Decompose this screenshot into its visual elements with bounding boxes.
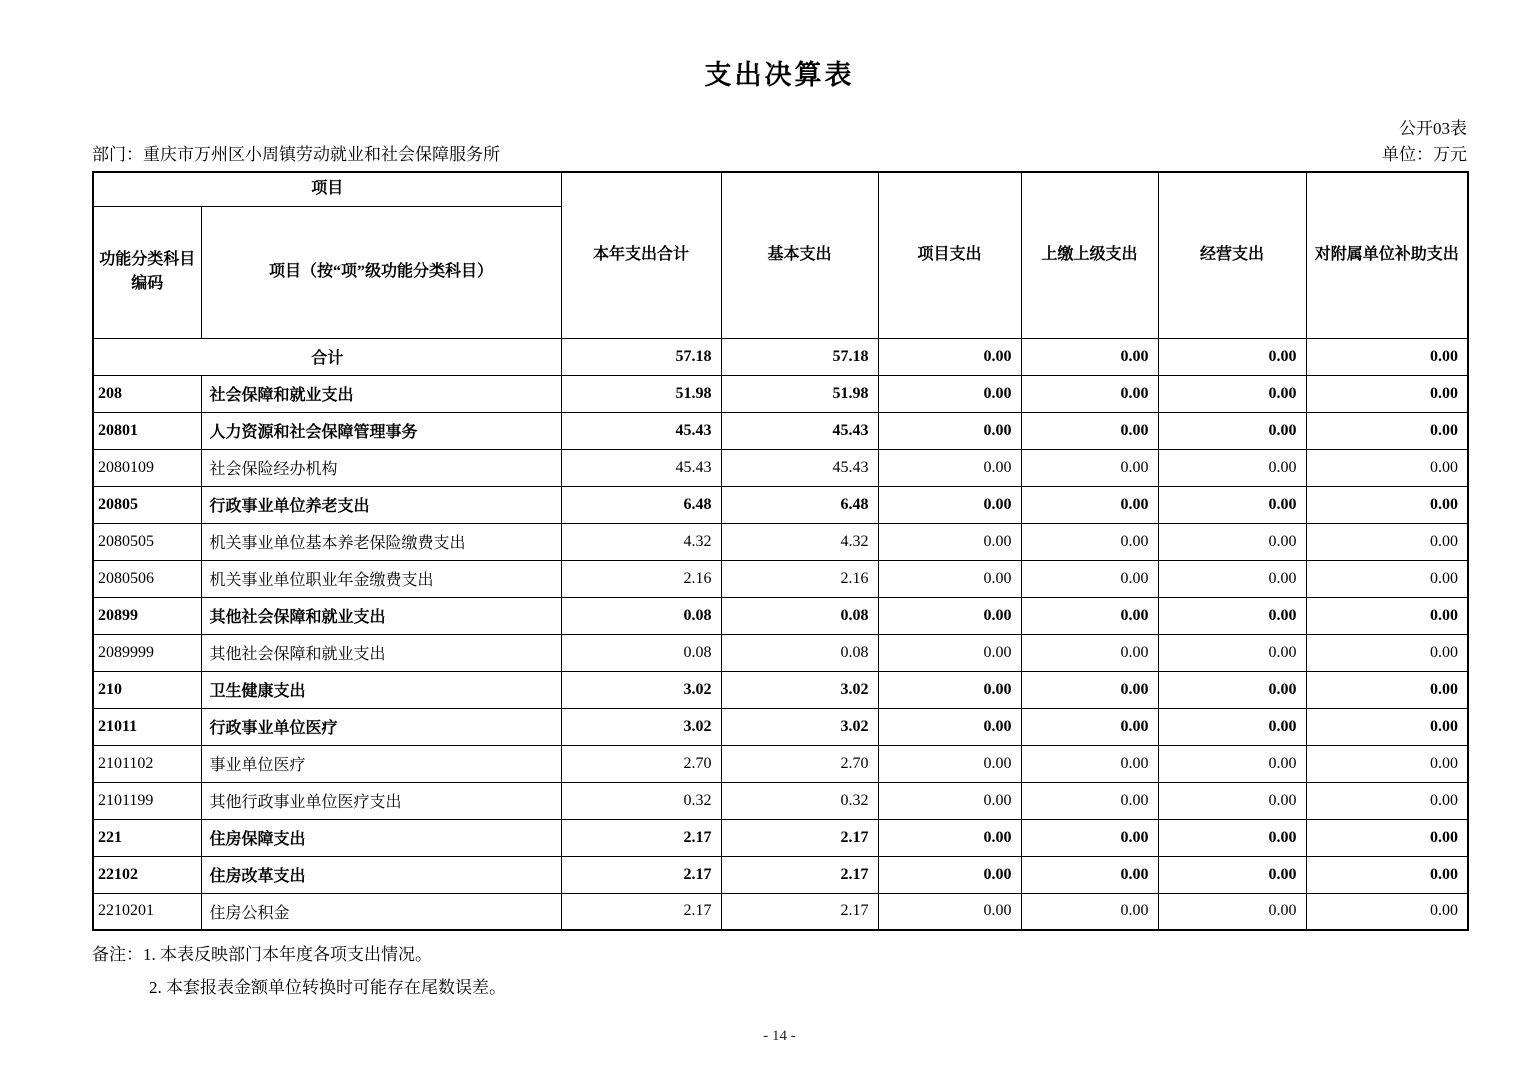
row-value-cell: 0.00 xyxy=(1158,412,1306,449)
note-line-1: 备注：1. 本表反映部门本年度各项支出情况。 xyxy=(92,945,432,964)
header-project-group: 项目 xyxy=(93,172,561,206)
row-value-cell: 0.00 xyxy=(878,560,1021,597)
row-value-cell: 0.00 xyxy=(1158,745,1306,782)
row-value-cell: 0.00 xyxy=(878,412,1021,449)
row-item-name: 住房改革支出 xyxy=(201,856,561,893)
row-value-cell: 0.00 xyxy=(878,671,1021,708)
row-value-cell: 0.32 xyxy=(561,782,721,819)
row-value-cell: 0.08 xyxy=(561,634,721,671)
row-value-cell: 0.00 xyxy=(1021,375,1158,412)
row-value-cell: 4.32 xyxy=(561,523,721,560)
row-value-cell: 0.00 xyxy=(1021,523,1158,560)
header-row-top xyxy=(93,172,1468,206)
row-value-cell: 0.00 xyxy=(1306,856,1468,893)
row-value-cell: 0.00 xyxy=(1158,893,1306,930)
row-value-cell: 2.16 xyxy=(721,560,878,597)
row-value-cell: 0.00 xyxy=(1021,856,1158,893)
row-value-cell: 0.00 xyxy=(1158,856,1306,893)
row-item-name: 人力资源和社会保障管理事务 xyxy=(201,412,561,449)
row-item-name: 其他社会保障和就业支出 xyxy=(201,597,561,634)
row-item-name: 行政事业单位养老支出 xyxy=(201,486,561,523)
header-col-value-5: 对附属单位补助支出 xyxy=(1306,172,1468,338)
row-value-cell: 0.00 xyxy=(1306,708,1468,745)
expenditure-table xyxy=(92,171,1469,931)
row-value-cell: 57.18 xyxy=(561,338,721,375)
row-function-code: 2080506 xyxy=(93,560,201,597)
header-col-value-0: 本年支出合计 xyxy=(561,172,721,338)
row-value-cell: 0.00 xyxy=(1158,708,1306,745)
row-value-cell: 0.00 xyxy=(878,375,1021,412)
department-label: 部门：重庆市万州区小周镇劳动就业和社会保障服务所 xyxy=(92,145,500,164)
row-function-code: 20801 xyxy=(93,412,201,449)
row-item-name: 其他行政事业单位医疗支出 xyxy=(201,782,561,819)
row-value-cell: 0.00 xyxy=(878,745,1021,782)
row-item-name: 卫生健康支出 xyxy=(201,671,561,708)
page-number: - 14 - xyxy=(763,1028,796,1044)
row-item-name: 社会保障和就业支出 xyxy=(201,375,561,412)
row-value-cell: 0.00 xyxy=(1306,671,1468,708)
row-value-cell: 0.00 xyxy=(1021,893,1158,930)
row-function-code: 20899 xyxy=(93,597,201,634)
row-value-cell: 0.00 xyxy=(1021,597,1158,634)
row-value-cell: 51.98 xyxy=(561,375,721,412)
table-row xyxy=(93,449,1468,486)
row-total-label: 合计 xyxy=(93,338,561,375)
row-value-cell: 0.00 xyxy=(1158,560,1306,597)
page-title: 支出决算表 xyxy=(704,60,855,90)
table-row xyxy=(93,634,1468,671)
row-value-cell: 0.00 xyxy=(1306,745,1468,782)
row-item-name: 社会保险经办机构 xyxy=(201,449,561,486)
row-value-cell: 45.43 xyxy=(721,449,878,486)
table-row xyxy=(93,412,1468,449)
row-value-cell: 0.00 xyxy=(1306,560,1468,597)
row-item-name: 住房保障支出 xyxy=(201,819,561,856)
row-value-cell: 2.17 xyxy=(721,819,878,856)
row-function-code: 2210201 xyxy=(93,893,201,930)
row-value-cell: 51.98 xyxy=(721,375,878,412)
row-value-cell: 0.00 xyxy=(1158,782,1306,819)
row-value-cell: 0.00 xyxy=(1021,819,1158,856)
row-value-cell: 0.00 xyxy=(1021,449,1158,486)
row-value-cell: 0.08 xyxy=(561,597,721,634)
row-value-cell: 0.00 xyxy=(1158,634,1306,671)
table-row xyxy=(93,893,1468,930)
row-value-cell: 2.17 xyxy=(721,893,878,930)
row-value-cell: 0.00 xyxy=(1306,375,1468,412)
row-function-code: 20805 xyxy=(93,486,201,523)
row-value-cell: 3.02 xyxy=(561,671,721,708)
row-value-cell: 0.00 xyxy=(1158,597,1306,634)
meta-row xyxy=(92,144,1467,166)
row-value-cell: 0.08 xyxy=(721,597,878,634)
row-value-cell: 2.17 xyxy=(561,819,721,856)
row-value-cell: 0.00 xyxy=(878,597,1021,634)
row-value-cell: 0.00 xyxy=(1021,338,1158,375)
row-value-cell: 45.43 xyxy=(561,449,721,486)
row-value-cell: 0.00 xyxy=(878,338,1021,375)
header-col-value-2: 项目支出 xyxy=(878,172,1021,338)
row-value-cell: 0.00 xyxy=(1021,560,1158,597)
row-item-name: 事业单位医疗 xyxy=(201,745,561,782)
table-header xyxy=(93,172,1468,338)
row-value-cell: 0.00 xyxy=(878,893,1021,930)
row-function-code: 2101102 xyxy=(93,745,201,782)
row-value-cell: 2.17 xyxy=(721,856,878,893)
row-value-cell: 45.43 xyxy=(721,412,878,449)
row-value-cell: 0.00 xyxy=(878,634,1021,671)
table-row xyxy=(93,560,1468,597)
row-value-cell: 0.00 xyxy=(1306,782,1468,819)
row-value-cell: 0.00 xyxy=(1306,597,1468,634)
row-value-cell: 0.00 xyxy=(878,523,1021,560)
row-value-cell: 0.00 xyxy=(1021,634,1158,671)
row-value-cell: 0.00 xyxy=(878,856,1021,893)
row-value-cell: 0.00 xyxy=(1158,338,1306,375)
row-function-code: 2080109 xyxy=(93,449,201,486)
row-item-name: 住房公积金 xyxy=(201,893,561,930)
row-value-cell: 2.17 xyxy=(561,856,721,893)
notes-block xyxy=(92,938,1467,1004)
row-value-cell: 6.48 xyxy=(561,486,721,523)
table-row xyxy=(93,708,1468,745)
table-row xyxy=(93,819,1468,856)
row-item-name: 其他社会保障和就业支出 xyxy=(201,634,561,671)
row-value-cell: 2.17 xyxy=(561,893,721,930)
row-value-cell: 3.02 xyxy=(561,708,721,745)
row-value-cell: 57.18 xyxy=(721,338,878,375)
row-item-name: 行政事业单位医疗 xyxy=(201,708,561,745)
row-value-cell: 6.48 xyxy=(721,486,878,523)
row-value-cell: 0.00 xyxy=(878,782,1021,819)
row-item-name: 机关事业单位职业年金缴费支出 xyxy=(201,560,561,597)
row-value-cell: 0.00 xyxy=(1306,486,1468,523)
unit-label: 单位：万元 xyxy=(1382,145,1467,164)
row-value-cell: 0.00 xyxy=(1021,782,1158,819)
header-col-value-1: 基本支出 xyxy=(721,172,878,338)
row-value-cell: 0.00 xyxy=(1306,819,1468,856)
header-col-function-code: 功能分类科目编码 xyxy=(93,206,201,338)
table-row xyxy=(93,338,1468,375)
row-function-code: 210 xyxy=(93,671,201,708)
row-value-cell: 0.00 xyxy=(878,449,1021,486)
row-value-cell: 45.43 xyxy=(561,412,721,449)
table-row xyxy=(93,745,1468,782)
row-value-cell: 2.70 xyxy=(721,745,878,782)
table-row xyxy=(93,375,1468,412)
row-value-cell: 0.00 xyxy=(1306,338,1468,375)
row-value-cell: 0.00 xyxy=(1158,449,1306,486)
row-value-cell: 0.00 xyxy=(1306,523,1468,560)
row-function-code: 2101199 xyxy=(93,782,201,819)
row-value-cell: 0.00 xyxy=(1021,708,1158,745)
row-value-cell: 0.00 xyxy=(878,819,1021,856)
row-function-code: 208 xyxy=(93,375,201,412)
header-col-value-4: 经营支出 xyxy=(1158,172,1306,338)
table-code-label: 公开03表 xyxy=(1399,119,1467,138)
row-value-cell: 2.70 xyxy=(561,745,721,782)
row-value-cell: 0.00 xyxy=(1158,486,1306,523)
row-value-cell: 0.00 xyxy=(1021,486,1158,523)
row-value-cell: 3.02 xyxy=(721,671,878,708)
row-function-code: 22102 xyxy=(93,856,201,893)
header-col-item-name: 项目（按“项”级功能分类科目） xyxy=(201,206,561,338)
table-body xyxy=(93,338,1468,930)
row-value-cell: 2.16 xyxy=(561,560,721,597)
row-function-code: 221 xyxy=(93,819,201,856)
row-value-cell: 0.00 xyxy=(1306,449,1468,486)
row-value-cell: 0.00 xyxy=(1158,819,1306,856)
row-value-cell: 0.00 xyxy=(878,486,1021,523)
row-value-cell: 3.02 xyxy=(721,708,878,745)
row-value-cell: 0.00 xyxy=(1158,375,1306,412)
table-row xyxy=(93,486,1468,523)
row-value-cell: 4.32 xyxy=(721,523,878,560)
row-value-cell: 0.00 xyxy=(1306,634,1468,671)
row-value-cell: 0.00 xyxy=(1306,412,1468,449)
table-row xyxy=(93,597,1468,634)
row-value-cell: 0.32 xyxy=(721,782,878,819)
row-function-code: 2080505 xyxy=(93,523,201,560)
table-row xyxy=(93,671,1468,708)
row-value-cell: 0.00 xyxy=(878,708,1021,745)
note-line-2: 2. 本套报表金额单位转换时可能存在尾数误差。 xyxy=(149,978,506,997)
row-value-cell: 0.00 xyxy=(1158,671,1306,708)
row-value-cell: 0.00 xyxy=(1021,671,1158,708)
row-value-cell: 0.00 xyxy=(1021,745,1158,782)
row-value-cell: 0.00 xyxy=(1158,523,1306,560)
row-function-code: 2089999 xyxy=(93,634,201,671)
table-row xyxy=(93,523,1468,560)
row-item-name: 机关事业单位基本养老保险缴费支出 xyxy=(201,523,561,560)
row-function-code: 21011 xyxy=(93,708,201,745)
row-value-cell: 0.08 xyxy=(721,634,878,671)
row-value-cell: 0.00 xyxy=(1306,893,1468,930)
table-row xyxy=(93,856,1468,893)
table-row xyxy=(93,782,1468,819)
header-col-value-3: 上缴上级支出 xyxy=(1021,172,1158,338)
row-value-cell: 0.00 xyxy=(1021,412,1158,449)
